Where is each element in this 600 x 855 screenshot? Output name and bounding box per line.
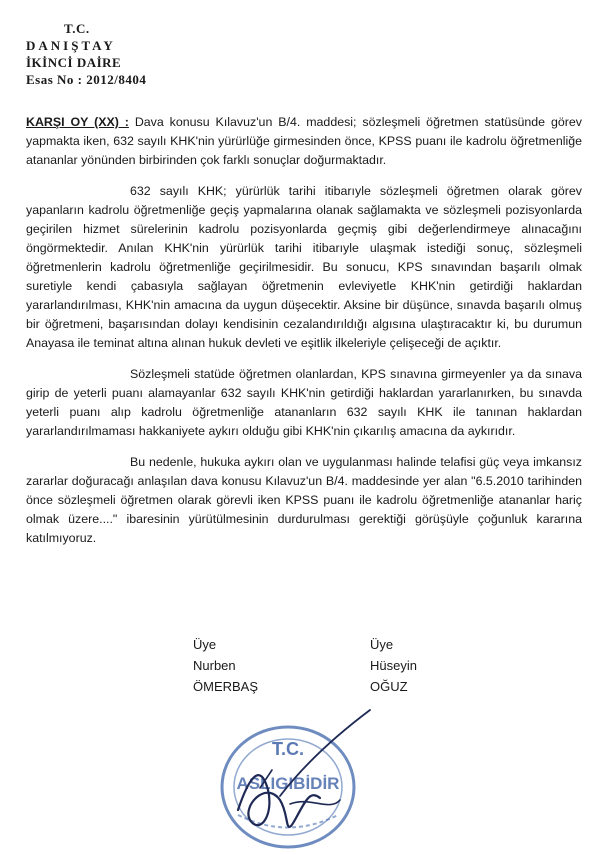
paragraph-4: Bu nedenle, hukuka aykırı olan ve uygulanması halinde telafisi güç veya imkansız zararlar doğuracağı anlaşılan dava konusu Kılavuz'un B/4. maddesinde yer alan "6.5.2010 tarihinden önce sözleşmeli öğretmen olarak görevli iken KPSS puanı ile kadrolu öğretmenliğe atananlar hariç olmak üzere...." ibaresinin yürütülmesinin durdurulması gerektiği görüşüyle çoğunluk kararına katılmıyoruz. [26,455,582,545]
stamp-middle-text: ASLIGIBİDİR [236,774,340,793]
header-chamber: İKİNCİ DAİRE [26,55,122,70]
header-tc: T.C. [64,21,90,36]
signer-first-name: Hüseyin [370,658,417,673]
signer-role: Üye [193,637,217,652]
signer-last-name: OĞUZ [370,679,408,694]
header-court: DANIŞTAY [26,38,116,53]
dissent-body [26,113,582,560]
signature-block-left [193,634,258,697]
header-case [26,71,146,88]
paragraph-1 [26,113,582,170]
paragraph-1-text: Dava konusu Kılavuz'un B/4. maddesi; sözleşmeli öğretmen statüsünde görev yapmakta iken, 632 sayılı KHK'nin yürürlüğe girmesinden önce, KPSS puanı ile kadrolu öğretmenliğe atananlar yönünden birbirinden çok farklı sonuçlar doğurmaktadır. [26,115,582,167]
signer-role: Üye [370,637,394,652]
document-header [26,20,146,88]
case-number: 2012/8404 [86,72,147,87]
signer-last-name: ÖMERBAŞ [193,679,259,694]
signer-first-name: Nurben [193,658,236,673]
paragraph-3: Sözleşmeli statüde öğretmen olanlardan, KPS sınavına girmeyenler ya da sınava girip de yeterli puanı alamayanlar 632 sayılı KHK'nin getirdiği haklardan yararlanırken, bu sınavda yeterli puanı alıp kadrolu öğretmenliğe atananların 632 sayılı KHK ile tanınan haklardan yararlandırılmaması hakkaniyete aykırı olduğu gibi KHK'nin çıkarılış amacına da aykırıdır. [26,367,582,438]
dissent-label: KARŞI OY (XX) : [26,115,129,129]
handwritten-signature-icon [220,700,400,850]
paragraph-2: 632 sayılı KHK; yürürlük tarihi itibarıyle sözleşmeli öğretmen olarak görev yapanların kadrolu öğretmenliğe geçiş yapmalarına olanak sağlamakta ve sözleşmeli pozisyonlarda geçirilen hizmet sürelerinin kadrolu pozisyonlarda geçmiş gibi değerlendirmeye alınacağını öngörmektedir. Anılan KHK'nin yürürlük tarihi itibarıyle ulaşmak istediği sonuç, sözleşmeli öğretmenlerin kadrolu öğretmenliğe geçirilmesidir. Bu sonucu, KPS sınavından başarılı olmak suretiyle kendi çabasıyla sağlayan öğretmenin evleviyetle KHK'nin getirdiği haklardan yararlandırılması, KHK'nin amacına da uygun düşecektir. Aksine bir düşünce, sınavda başarılı olmuş bir öğretmeni, başarısından dolayı kendisinin cezalandırıldığı algısına ulaştıracaktır ki, bu durumun Anayasa ile teminat altına alınan hukuk devleti ve eşitlik ilkeleriyle çelişeceği de açıktır. [26,184,582,350]
stamp-top-text: T.C. [271,739,305,759]
signature-block-right [370,634,417,697]
case-label: Esas No : [26,72,83,87]
